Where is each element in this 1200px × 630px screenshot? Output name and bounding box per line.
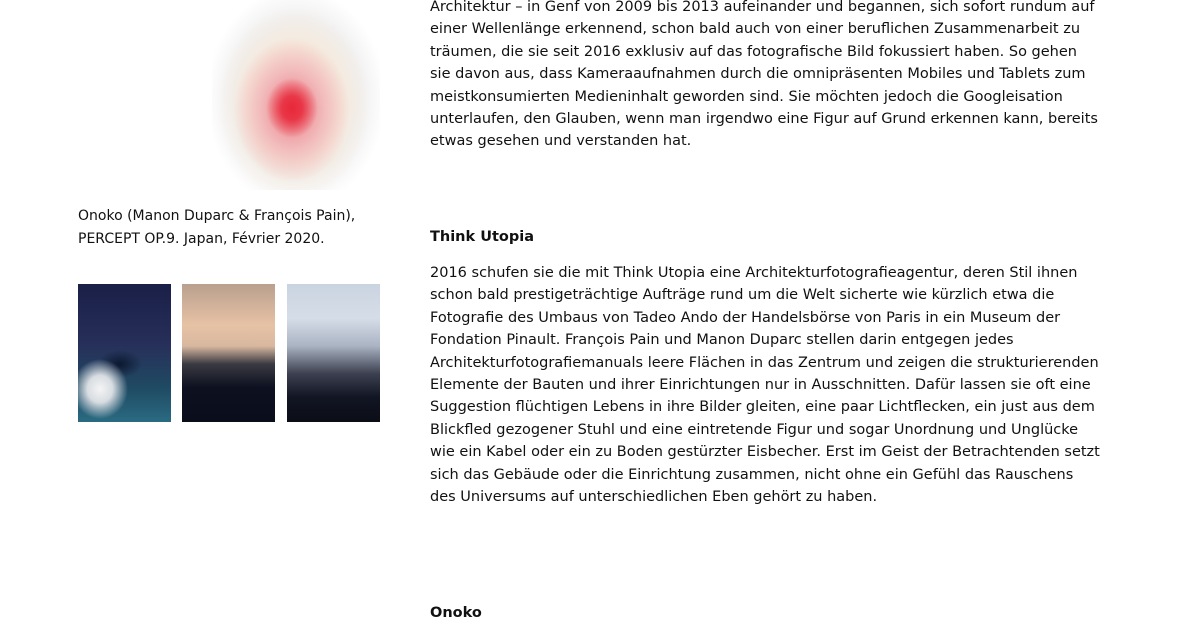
thumbnail-gallery [78, 284, 383, 422]
section-heading-think-utopia: Think Utopia [430, 229, 534, 245]
section-heading-onoko: Onoko [430, 605, 482, 621]
thumbnail-1[interactable] [78, 284, 171, 422]
hero-image [212, 0, 380, 190]
thumbnail-3[interactable] [287, 284, 380, 422]
image-caption: Onoko (Manon Duparc & François Pain), PERCEPT OP.9. Japan, Février 2020. [78, 208, 356, 247]
thumbnail-2[interactable] [182, 284, 275, 422]
article-think-utopia-paragraph: 2016 schufen sie die mit Think Utopia eine Architekturfotografieagentur, deren Stil ihnen schon bald prestigeträchtige Aufträge rund um die Welt sicherte wie kürzlich etwa die Fotografie des Umbaus von Tadeo Ando der Handelsbörse von Paris in ein Museum der Fondation Pinault. François Pain und Manon Duparc stellen darin entgegen jedes Architekturfotografiemanuals leere Flächen in das Zentrum und zeigen die strukturierenden Elemente der Bauten und ihrer Einrichtungen nur in Ausschnitten. Dafür lassen sie oft eine Suggestion flüchtigen Lebens in ihre Bilder gleiten, eine paar Lichtflecken, ein just aus dem Blickfled gezogener Stuhl und eine eintretende Figur und sogar Unordnung und Unglücke wie ein Kabel oder ein zu Boden gestürzter Eisbecher. Erst im Geist der Betrachtenden setzt sich das Gebäude oder die Einrichtung zusammen, nicht ohne ein Gefühl das Rauschens des Universums auf unterschiedlichen Eben gehört zu haben. [430, 265, 1100, 506]
article-intro-paragraph: Architektur – in Genf von 2009 bis 2013 aufeinander und begannen, sich sofort rundum auf einer Wellenlänge erkennend, schon bald auch von einer beruflichen Zusammenarbeit zu träumen, die sie seit 2016 exklusiv auf das fotografische Bild fokussiert haben. So gehen sie davon aus, dass Kameraaufnahmen durch die omnipräsenten Mobiles und Tablets zum meistkonsumierten Medieninhalt geworden sind. Sie möchten jedoch die Googleisation unterlaufen, den Glauben, wenn man irgendwo eine Figur auf Grund erkennen kann, bereits etwas gesehen und verstanden hat. [430, 0, 1098, 150]
